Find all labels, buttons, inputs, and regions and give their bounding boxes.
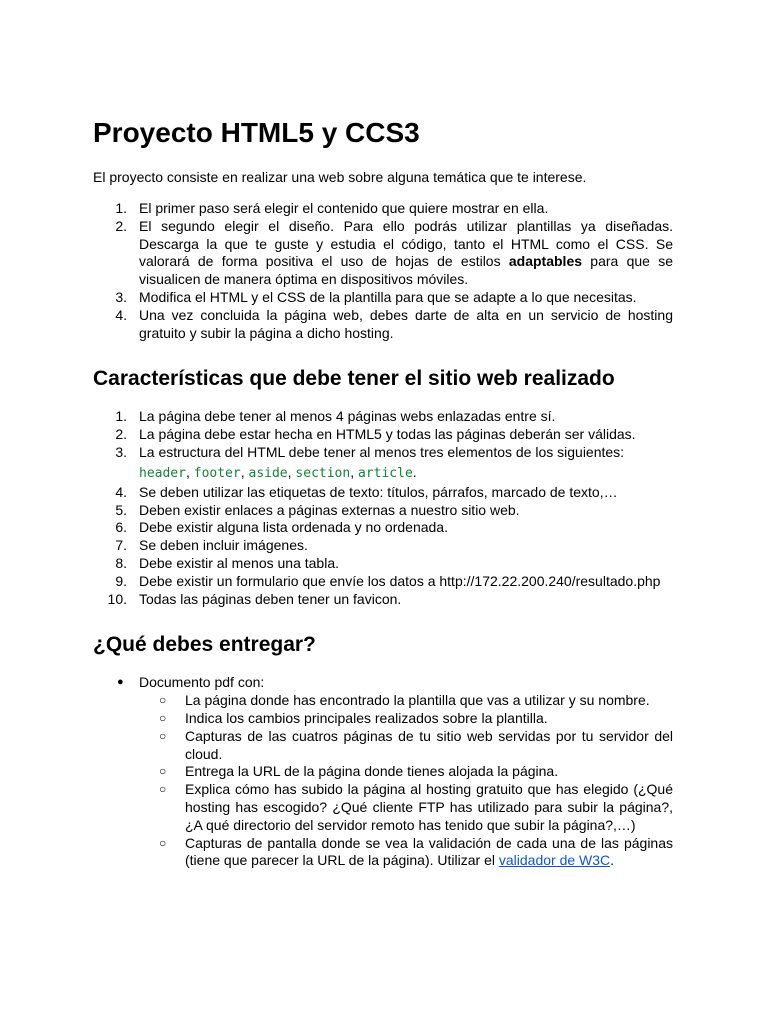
w3c-validator-link[interactable]: validador de W3C <box>498 852 611 869</box>
list-item: 4. Se deben utilizar las etiquetas de texto: títulos, párrafos, marcado de texto,… <box>115 483 618 500</box>
list-item: 3. La estructura del HTML debe tener al menos tres elementos de los siguientes: header, footer, aside, section, article. <box>93 444 673 484</box>
list-item: ○ Entrega la URL de la página donde tienes alojada la página. <box>159 763 559 780</box>
list-item: 1. El primer paso será elegir el contenido que quiere mostrar en ella. <box>115 200 549 216</box>
page-title: Proyecto HTML5 y CCS3 <box>93 117 420 148</box>
list-item: 7. Se deben incluir imágenes. <box>115 537 308 554</box>
bullet-icon: ● <box>117 676 124 689</box>
list-item: 10. Todas las páginas deben tener un favicon. <box>107 590 402 607</box>
deliver-list <box>93 674 673 870</box>
list-item: ○ Capturas de pantalla donde se vea la validación de cada una de las páginas (tiene que parecer la URL de la página). Utilizar el validador de W3C. <box>159 834 673 869</box>
list-item: ○ La página donde has encontrado la plantilla que vas a utilizar y su nombre. <box>159 692 650 709</box>
list-item: ● Documento pdf con: ○ La página donde has encontrado la plantilla que vas a utilizar y su nombre. ○ Indica los cambios principales realizados sobre la plantilla. ○ Capturas de las cuatros páginas de tu sitio web servidas por tu servidor del cloud. ○ Entrega la URL de la página donde tienes alojada la página. ○ Explica cómo has subido la página al hosting gratuito que has elegido (¿Qué hosting has escogido? ¿Qué cliente FTP has utilizado para subir la página?, ¿A qué directorio del servidor remoto has tenido que subir la página?,…) ○ Capturas de pantalla donde se vea la validación de cada una de las páginas (tiene que parecer la URL de la página). Utilizar el validador de W3C. <box>93 674 673 870</box>
code-elements-line: header, footer, aside, section, article. <box>139 463 417 481</box>
list-item: 2. El segundo elegir el diseño. Para ello podrás utilizar plantillas ya diseñadas. Descarga la que te guste y estudia el código, tanto el HTML como el CSS. Se valorará de forma positiva el uso de hojas de estilos adaptables para que se visualicen de manera óptima en dispositivos móviles. <box>115 217 673 288</box>
circle-bullet-icon: ○ <box>159 835 167 850</box>
intro-paragraph: El proyecto consiste en realizar una web sobre alguna temática que te interese. <box>93 169 587 185</box>
bold-term: adaptables <box>508 253 583 270</box>
list-item: 6. Debe existir alguna lista ordenada y no ordenada. <box>115 519 448 536</box>
list-item: 5. Deben existir enlaces a páginas externas a nuestro sitio web. <box>115 501 520 518</box>
list-item: 1. La página debe tener al menos 4 páginas webs enlazadas entre sí. <box>115 408 556 425</box>
list-item: 2. La página debe estar hecha en HTML5 y todas las páginas deberán ser válidas. <box>115 426 636 443</box>
features-list <box>93 408 673 608</box>
circle-bullet-icon: ○ <box>159 782 167 797</box>
code-section: section <box>295 465 351 481</box>
steps-list <box>93 200 673 342</box>
list-item: 9. Debe existir un formulario que envíe los datos a http://172.22.200.240/resultado.php <box>115 572 661 589</box>
circle-bullet-icon: ○ <box>159 764 167 779</box>
circle-bullet-icon: ○ <box>159 710 167 725</box>
code-aside: aside <box>248 465 288 481</box>
code-header: header <box>139 465 186 481</box>
circle-bullet-icon: ○ <box>159 693 167 708</box>
section-heading-features: Características que debe tener el sitio web realizado <box>93 367 615 391</box>
code-footer: footer <box>193 465 241 481</box>
section-heading-deliver: ¿Qué debes entregar? <box>93 633 316 657</box>
list-item: 4. Una vez concluida la página web, debes darte de alta en un servicio de hosting gratuito y subir la página a dicho hosting. <box>115 306 673 341</box>
list-item: ○ Indica los cambios principales realizados sobre la plantilla. <box>159 709 548 726</box>
list-item: 3. Modifica el HTML y el CSS de la plantilla para que se adapte a lo que necesitas. <box>115 288 637 305</box>
list-item: ○ Capturas de las cuatros páginas de tu sitio web servidas por tu servidor del cloud. <box>159 727 673 762</box>
circle-bullet-icon: ○ <box>159 728 167 743</box>
list-item: ○ Explica cómo has subido la página al hosting gratuito que has elegido (¿Qué hosting has escogido? ¿Qué cliente FTP has utilizado para subir la página?, ¿A qué directorio del servidor remoto has tenido que subir la página?,…) <box>159 781 673 833</box>
document-content <box>93 112 673 870</box>
deliver-sublist <box>139 692 673 870</box>
code-article: article <box>358 465 413 481</box>
list-item: 8. Debe existir al menos una tabla. <box>115 554 339 571</box>
